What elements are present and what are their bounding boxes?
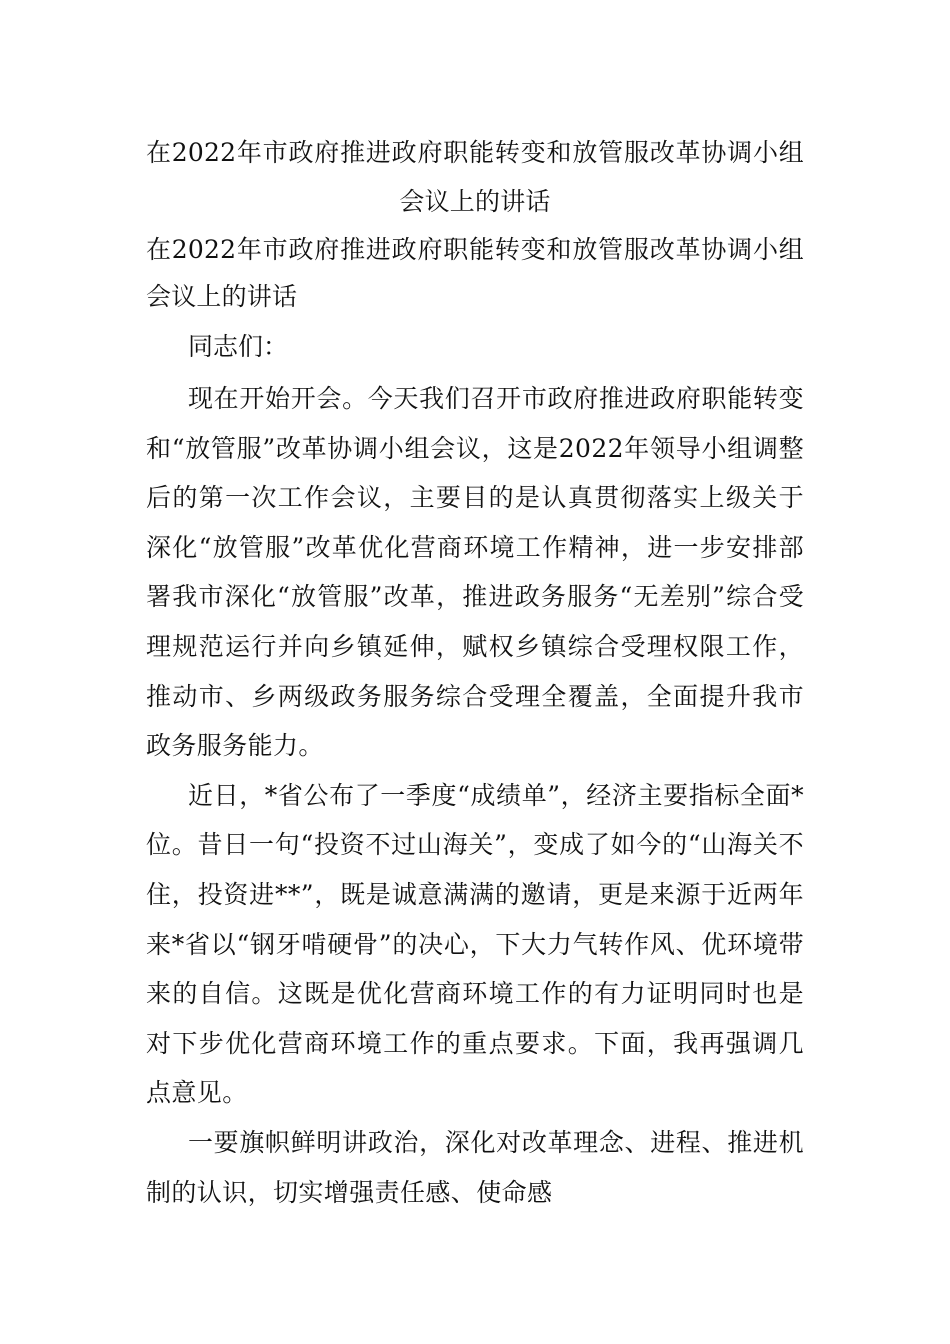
- body-paragraph-2: 近日，*省公布了一季度“成绩单”，经济主要指标全面*位。昔日一句“投资不过山海关”，变成了如今的“山海关不住，投资进**”，既是诚意满满的邀请，更是来源于近两年来*省以“钢牙啃硬骨”的决心，下大力气转作风、优环境带来的自信。这既是优化营商环境工作的有力证明同时也是对下步优化营商环境工作的重点要求。下面，我再强调几点意见。: [146, 780, 804, 1108]
- document-title: 在2022年市政府推进政府职能转变和放管服改革协调小组会议上的讲话: [146, 138, 804, 216]
- document-page: [146, 128, 804, 1217]
- body-paragraph-3: 一要旗帜鲜明讲政治，深化对改革理念、进程、推进机制的认识，切实增强责任感、使命感: [146, 1127, 804, 1207]
- body-paragraph-1: 现在开始开会。今天我们召开市政府推进政府职能转变和“放管服”改革协调小组会议，这是2022年领导小组调整后的第一次工作会议，主要目的是认真贯彻落实上级关于深化“放管服”改革优化营商环境工作精神，进一步安排部署我市深化“放管服”改革，推进政务服务“无差别”综合受理规范运行并向乡镇延伸，赋权乡镇综合受理权限工作，推动市、乡两级政务服务综合受理全覆盖，全面提升我市政务服务能力。: [146, 384, 804, 761]
- document-title-repeat: 在2022年市政府推进政府职能转变和放管服改革协调小组会议上的讲话: [146, 235, 804, 311]
- greeting: 同志们：: [188, 332, 289, 361]
